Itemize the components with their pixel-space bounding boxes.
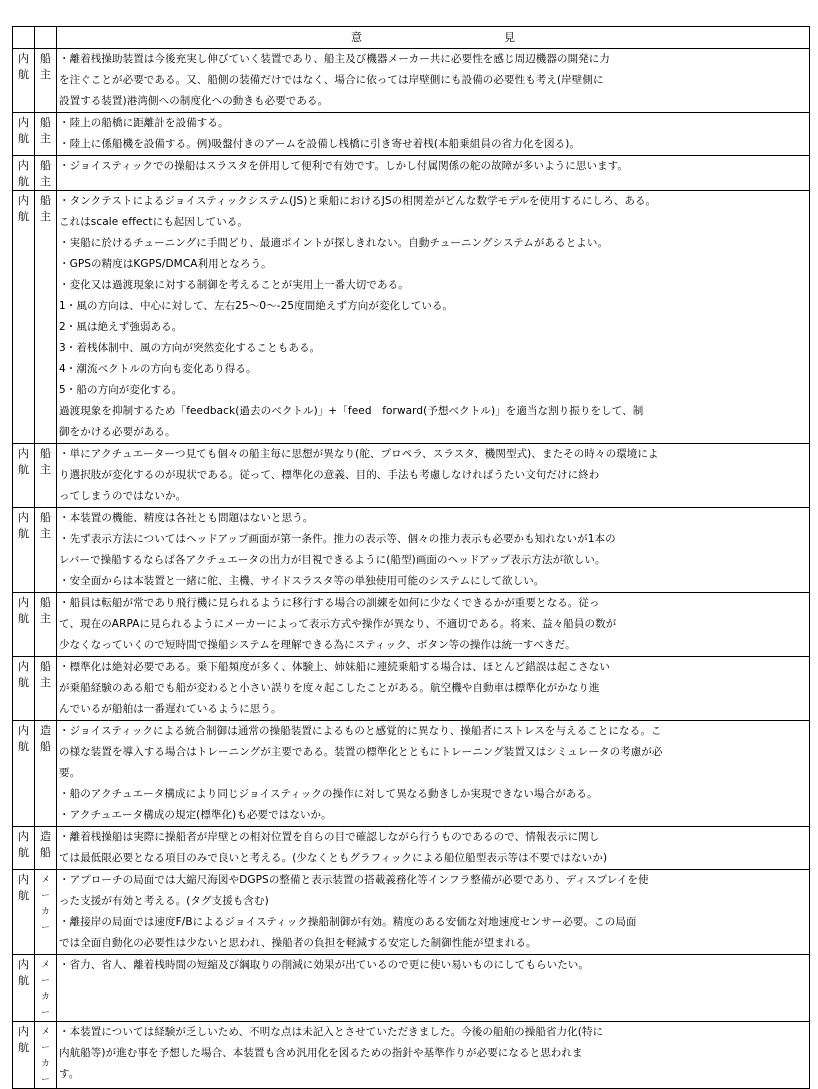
category-cell: [13, 870, 35, 955]
category-label: 内航: [18, 447, 29, 476]
opinion-line: の様な装置を導入する場合はトレーニングが主要である。装置の標準化とともにトレーニング装置又はシミュレータの考慮が必: [59, 746, 663, 758]
opinion-line: て、現在のARPAに見られるようにメーカーによって表示方式や操作が異なり、不適切である。将来、益々船員の数が: [59, 618, 617, 630]
table-row: [13, 657, 810, 721]
header-row: [13, 27, 810, 49]
opinion-cell: [57, 1022, 810, 1089]
source-cell: [35, 870, 57, 955]
source-cell: [35, 593, 57, 657]
source-cell: [35, 49, 57, 113]
opinion-cell: [57, 444, 810, 508]
opinion-line: ・陸上の船橋に距離計を設備する。: [59, 117, 229, 129]
opinion-line: ・本装置については経験が乏しいため、不明な点は未記入とさせていただきました。今後の船舶の操船省力化(特に: [59, 1026, 604, 1038]
category-cell: [13, 508, 35, 593]
opinion-line: 1・風の方向は、中心に対して、左右25～0～-25度間絶えず方向が変化している。: [59, 300, 454, 312]
category-cell: [13, 113, 35, 156]
opinion-line: ・単にアクチュエーターつ見ても個々の船主毎に思想が異なり(舵、プロペラ、スラスタ、機関型式)、またその時々の環境によ: [59, 448, 659, 460]
category-cell: [13, 721, 35, 827]
category-label: 内航: [18, 1025, 29, 1054]
opinion-line: ・ジョイスティックでの操船はスラスタを併用して便利で有効です。しかし付属関係の舵の故障が多いように思います。: [59, 160, 629, 172]
table-row: [13, 113, 810, 156]
opinion-cell: [57, 870, 810, 955]
source-cell: [35, 156, 57, 191]
opinion-line: ・標準化は絶対必要である。乗下船頻度が多く、体験上、姉妹船に連続乗船する場合は、ほとんど錯誤は起こさない: [59, 661, 610, 673]
opinion-cell: [57, 508, 810, 593]
category-cell: [13, 955, 35, 1022]
source-cell: [35, 444, 57, 508]
opinion-line: ・陸上に係船機を設備する。例)吸盤付きのアームを設備し桟橋に引き寄せ着桟(本船乗組員の省力化を図る)。: [59, 138, 581, 150]
opinion-line: ・先ず表示方法についてはヘッドアップ画面が第一条件。推力の表示等、個々の推力表示も必要かも知れないが1本の: [59, 533, 616, 545]
category-label: 内航: [18, 830, 29, 859]
opinion-cell: [57, 657, 810, 721]
header-opinion: [57, 27, 810, 49]
source-label: 船主: [40, 194, 51, 223]
category-cell: [13, 657, 35, 721]
header-blank-1: [13, 27, 35, 49]
opinion-cell: [57, 955, 810, 1022]
opinion-header-label: 意 見: [351, 31, 555, 44]
source-label: 造船: [40, 724, 51, 753]
opinion-line: 4・潮流ベクトルの方向も変化あり得る。: [59, 363, 257, 375]
opinion-line: ・船員は転船が常であり飛行機に見られるように移行する場合の訓練を如何に少なくできるかが重要となる。従っ: [59, 597, 600, 609]
opinion-line: ・変化又は過渡現象に対する制御を考えることが実用上一番大切である。: [59, 279, 409, 291]
category-label: 内航: [18, 660, 29, 689]
source-cell: [35, 508, 57, 593]
opinion-cell: [57, 49, 810, 113]
source-label: 船主: [40, 596, 51, 625]
category-label: 内航: [18, 194, 29, 223]
category-label: 内航: [18, 511, 29, 540]
opinion-line: を注ぐことが必要である。又、船側の装備だけではなく、場合に依っては岸壁側にも設備の必要性も考え(岸壁側に: [59, 74, 604, 86]
source-cell: [35, 113, 57, 156]
opinion-line: 3・着桟体制中、風の方向が突然変化することもある。: [59, 342, 321, 354]
opinion-cell: [57, 827, 810, 870]
opinion-line: ・離接岸の局面では速度F/Bによるジョイスティック操船制御が有効。精度のある安価な対地速度センサー必要。この局面: [59, 916, 637, 928]
source-label: メーカー: [41, 875, 50, 933]
opinion-line: んでいるが船舶は一番遅れているように思う。: [59, 703, 282, 715]
category-cell: [13, 1022, 35, 1089]
table-row: [13, 870, 810, 955]
opinion-line: 過渡現象を抑制するため「feedback(過去のベクトル)」+「feed forward(予想ベクトル)」を適当な割り振りをして、制: [59, 405, 644, 417]
category-label: 内航: [18, 596, 29, 625]
opinion-line: が乗船経験のある船でも船が変わると小さい誤りを度々起こしたことがある。航空機や自動車は標準化がかなり進: [59, 682, 600, 694]
source-label: 船主: [40, 159, 51, 188]
opinion-cell: [57, 593, 810, 657]
opinion-line: す。: [59, 1068, 80, 1080]
opinion-line: ・タンクテストによるジョイスティックシステム(JS)と乗船におけるJSの相関差がどんな数学モデルを使用するにしろ、ある。: [59, 195, 657, 207]
category-cell: [13, 49, 35, 113]
opinion-line: 内航船等)が進む事を予想した場合、本装置も含め汎用化を図るための指針や基準作りが必要になると思われま: [59, 1047, 583, 1059]
opinion-line: ・本装置の機能、精度は各社とも問題はないと思う。: [59, 512, 314, 524]
source-cell: [35, 1022, 57, 1089]
category-label: 内航: [18, 958, 29, 987]
source-label: 造船: [40, 830, 51, 859]
opinion-line: ・ジョイスティックによる統合制御は通常の操船装置によるものと感覚的に異なり、操船者にストレスを与えることになる。こ: [59, 725, 662, 737]
opinion-cell: [57, 721, 810, 827]
table-row: [13, 49, 810, 113]
opinion-line: 5・船の方向が変化する。: [59, 384, 183, 396]
opinion-line: ・離着桟操助装置は今後充実し伸びていく装置であり、船主及び機器メーカー共に必要性を感じ周辺機器の開発に力: [59, 53, 610, 65]
category-label: 内航: [18, 724, 29, 753]
opinion-line: これはscale effectにも起因している。: [59, 216, 248, 228]
opinion-line: ・離着桟操船は実際に操船者が岸壁との相対位置を自らの目で確認しながら行うものであるので、情報表示に関し: [59, 831, 600, 843]
table-row: [13, 191, 810, 444]
opinion-line: では全面自動化の必要性は少ないと思われ、操船者の負担を軽減する安定した制御性能が望まれる。: [59, 937, 537, 949]
table-row: [13, 827, 810, 870]
opinion-line: ・船のアクチュエータ構成により同じジョイスティックの操作に対して異なる動きしか実現できない場合がある。: [59, 788, 598, 800]
category-label: 内航: [18, 116, 29, 145]
opinion-line: 設置する装置)港湾側への制度化への動きも必要である。: [59, 95, 329, 107]
source-cell: [35, 721, 57, 827]
category-cell: [13, 444, 35, 508]
source-cell: [35, 955, 57, 1022]
opinion-line: 2・風は絶えず強弱ある。: [59, 321, 183, 333]
category-label: 内航: [18, 873, 29, 902]
table-row: [13, 444, 810, 508]
opinion-line: ては最低限必要となる項目のみで良いと考える。(少なくともグラフィックによる船位船型表示等は不要ではないか): [59, 852, 608, 864]
category-label: 内航: [18, 52, 29, 81]
header-blank-2: [35, 27, 57, 49]
opinion-cell: [57, 156, 810, 191]
source-label: メーカー: [41, 1027, 50, 1085]
opinion-cell: [57, 113, 810, 156]
table-row: [13, 955, 810, 1022]
opinion-line: 少なくなっていくので短時間で操船システムを理解できる為にスティック、ボタン等の操作は統一すべきだ。: [59, 639, 576, 651]
opinion-table: [12, 26, 810, 1089]
source-label: 船主: [40, 511, 51, 540]
table-row: [13, 156, 810, 191]
opinion-cell: [57, 191, 810, 444]
source-label: 船主: [40, 52, 51, 81]
source-label: メーカー: [41, 960, 50, 1018]
opinion-line: レバーで操船するならば各アクチュエータの出力が目視できるように(船型)画面のヘッドアップ表示方法が欲しい。: [59, 554, 606, 566]
opinion-line: り選択肢が変化するのが現状である。従って、標準化の意義、目的、手法も考慮しなければうたい文句だけに終わ: [59, 469, 600, 481]
source-cell: [35, 657, 57, 721]
opinion-line: ・省力、省人、離着桟時間の短縮及び綱取りの削減に効果が出ているので更に使い易いものにしてもらいたい。: [59, 959, 589, 971]
opinion-line: ってしまうのではないか。: [59, 490, 187, 502]
table-row: [13, 721, 810, 827]
category-cell: [13, 593, 35, 657]
opinion-line: ・安全面からは本装置と一緒に舵、主機、サイドスラスタ等の単独使用可能のシステムにして欲しい。: [59, 575, 545, 587]
source-label: 船主: [40, 447, 51, 476]
opinion-line: 御をかける必要がある。: [59, 426, 176, 438]
table-row: [13, 1022, 810, 1089]
category-cell: [13, 191, 35, 444]
opinion-line: ・GPSの精度はKGPS/DMCA利用となろう。: [59, 258, 272, 270]
source-cell: [35, 191, 57, 444]
opinion-line: 要。: [59, 767, 81, 779]
opinion-line: った支援が有効と考える。(タグ支援も含む): [59, 895, 269, 907]
opinion-line: ・アプローチの局面では大縮尺海図やDGPSの整備と表示装置の搭載義務化等インフラ整備が必要であり、ディスプレイを使: [59, 874, 649, 886]
category-cell: [13, 827, 35, 870]
category-cell: [13, 156, 35, 191]
opinion-line: ・アクチュエータ構成の規定(標準化)も必要ではないか。: [59, 809, 332, 821]
source-label: 船主: [40, 116, 51, 145]
opinion-line: ・実船に於けるチューニングに手間どり、最適ポイントが探しきれない。自動チューニングシステムがあるとよい。: [59, 237, 609, 249]
source-cell: [35, 827, 57, 870]
table-row: [13, 508, 810, 593]
source-label: 船主: [40, 660, 51, 689]
table-row: [13, 593, 810, 657]
category-label: 内航: [18, 159, 29, 188]
